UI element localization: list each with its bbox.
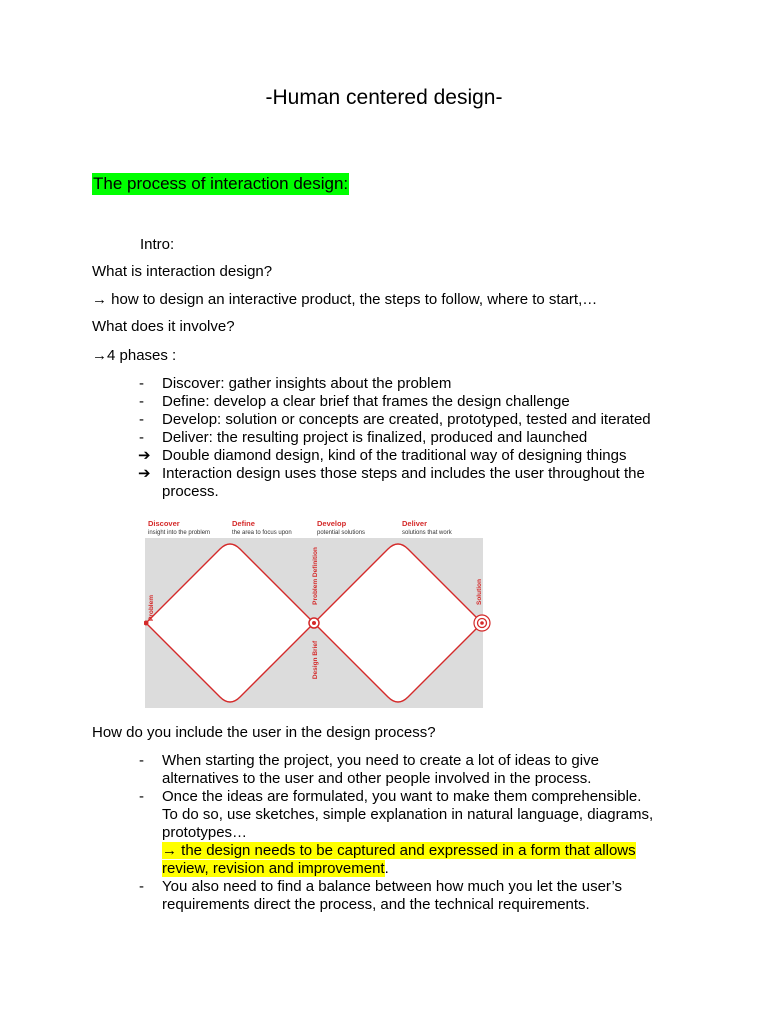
list-item: Double diamond design, kind of the traditional way of designing things	[162, 447, 627, 464]
phase-name-define: Define	[232, 519, 255, 528]
phase-name-discover: Discover	[148, 519, 180, 528]
arrow-bullet-icon: ➔	[138, 465, 151, 482]
question-what-is: What is interaction design?	[92, 263, 273, 280]
list-item: Once the ideas are formulated, you want to make them comprehensible.	[162, 788, 642, 805]
question-involve: What does it involve?	[92, 318, 235, 335]
list-item: Discover: gather insights about the problem	[162, 375, 452, 392]
double-diamond-diagram	[144, 516, 492, 710]
intro-label: Intro:	[140, 236, 175, 253]
list-item-continuation: To do so, use sketches, simple explanation in natural language, diagrams,	[162, 806, 654, 823]
list-item-continuation: prototypes…	[162, 824, 248, 841]
arrow-bullet-icon: ➔	[138, 447, 151, 464]
list-item: Interaction design uses those steps and includes the user throughout the	[162, 465, 645, 482]
dash-bullet: -	[139, 411, 144, 428]
highlighted-text: → the design needs to be captured and expressed in a form that allows	[162, 842, 636, 859]
phase-sub-discover: insight into the problem	[148, 530, 211, 536]
dash-bullet: -	[139, 752, 144, 769]
label-solution: Solution	[476, 579, 483, 605]
phase-sub-develop: potential solutions	[317, 530, 366, 536]
list-item-continuation: alternatives to the user and other people involved in the process.	[162, 770, 592, 787]
highlighted-text: review, revision and improvement.	[162, 860, 389, 877]
label-problem: Problem	[148, 594, 155, 622]
list-item-continuation: requirements direct the process, and the technical requirements.	[162, 896, 590, 913]
dash-bullet: -	[139, 429, 144, 446]
arrow-icon: →	[92, 291, 107, 308]
phase-sub-define: the area to focus upon	[232, 530, 292, 536]
answer-phases: →4 phases :	[92, 347, 177, 364]
answer-what-is: → how to design an interactive product, the steps to follow, where to start,…	[92, 291, 598, 308]
phase-sub-deliver: solutions that work	[402, 530, 452, 536]
list-item: Develop: solution or concepts are created, prototyped, tested and iterated	[162, 411, 651, 428]
list-item: Deliver: the resulting project is finalized, produced and launched	[162, 429, 588, 446]
label-problem-definition: Problem Definition	[312, 547, 319, 605]
dash-bullet: -	[139, 393, 144, 410]
list-item: You also need to find a balance between how much you let the user’s	[162, 878, 623, 895]
label-design-brief: Design Brief	[312, 640, 319, 680]
page-title: -Human centered design-	[265, 86, 503, 109]
list-item-continuation: process.	[162, 483, 219, 500]
list-item: When starting the project, you need to create a lot of ideas to give	[162, 752, 599, 769]
phase-name-deliver: Deliver	[402, 519, 428, 528]
dash-bullet: -	[139, 375, 144, 392]
dash-bullet: -	[139, 878, 144, 895]
arrow-icon: →	[162, 842, 177, 859]
dash-bullet: -	[139, 788, 144, 805]
phase-name-develop: Develop	[317, 519, 347, 528]
section-heading: The process of interaction design:	[93, 174, 349, 193]
arrow-icon: →	[92, 347, 107, 364]
list-item: Define: develop a clear brief that frames the design challenge	[162, 393, 570, 410]
question-include-user: How do you include the user in the design process?	[92, 724, 436, 741]
